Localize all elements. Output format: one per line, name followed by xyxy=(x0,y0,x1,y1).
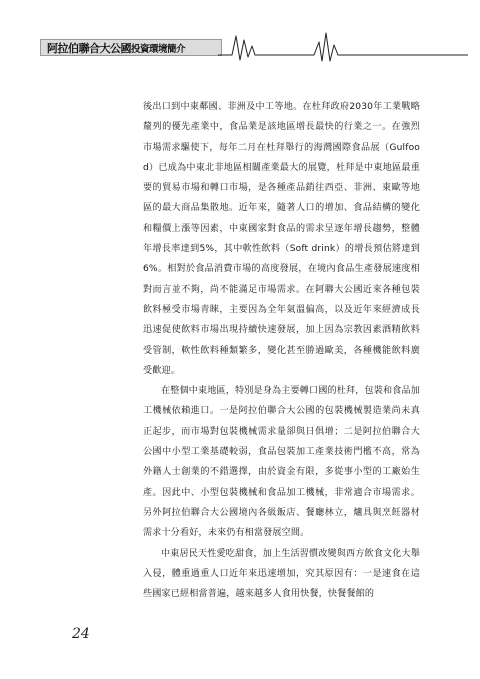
paragraph-1: 後出口到中東鄰國、非洲及中工等地。在杜拜政府2030年工業戰略釐列的優先產業中，食品業是該地區增長最快的行業之一。在強烈市場需求驅使下，每年二月在杜拜舉行的海灣國際食品展（Gulfood）已成為中東北非地區相關產業最大的展覽，杜拜是中東地區最重要的貿易市場和轉口市場，是各種產品銷往西亞、非洲、東歐等地區的最大商品集散地。近年來，隨著人口的增加、食品結構的變化和糧價上漲等因素，中東國家對食品的需求呈逐年增長趨勢，整體年增長率達到5%，其中軟性飲料（Soft drink）的增長預估將達到6%。相對於食品消費市場的高度發展，在境內食品生產發展速度相對而言並不夠，尚不能滿足市場需求。在阿聯大公國近來各種包裝飲料極受市場青睞，主要因為全年氣溫偏高，以及近年來經濟成長迅速促使飲料市場出現持續快速發展，加上因為宗教因素酒精飲料受管制，軟性飲料種類繁多，變化甚至勝過歐美，各種機能飲料廣受歡迎。 xyxy=(143,102,420,376)
chapter-title xyxy=(47,40,185,56)
chapter-title-main: 阿拉伯聯合大公國 xyxy=(47,41,131,55)
chapter-title-sub: 投資環境簡介 xyxy=(131,43,186,55)
page-header xyxy=(0,0,480,64)
chapter-title-tab xyxy=(40,39,222,56)
page-number: 24 xyxy=(72,626,90,642)
body-text xyxy=(143,97,420,604)
paragraph-3: 中東居民天性愛吃甜食，加上生活習慣改變與西方飲食文化大舉入侵，體重過重人口近年來迅速增加，究其原因有：一是速食在這些國家已經相當普遍，越來越多人食用快餐，快餐餐館的 xyxy=(143,548,420,600)
paragraph-2: 在整個中東地區，特別是身為主要轉口國的杜拜，包裝和食品加工機械依賴進口。一是阿拉伯聯合大公國的包裝機械製造業尚未真正起步，而市場對包裝機械需求量卻與日俱增；二是阿拉伯聯合大公國中小型工業基礎較弱，食品包裝加工產業技術門檻不高，常為外籍人士創業的不錯選擇，由於資金有限，多從事小型的工廠始生產。因此中、小型包裝機械和食品加工機械，非常適合市場需求。另外阿拉伯聯合大公國境內各級飯店、餐廳林立，爐具與烹飪器材需求十分看好，未來仍有相當發展空間。 xyxy=(143,386,420,539)
heartbeat-wave-decoration xyxy=(218,30,468,64)
